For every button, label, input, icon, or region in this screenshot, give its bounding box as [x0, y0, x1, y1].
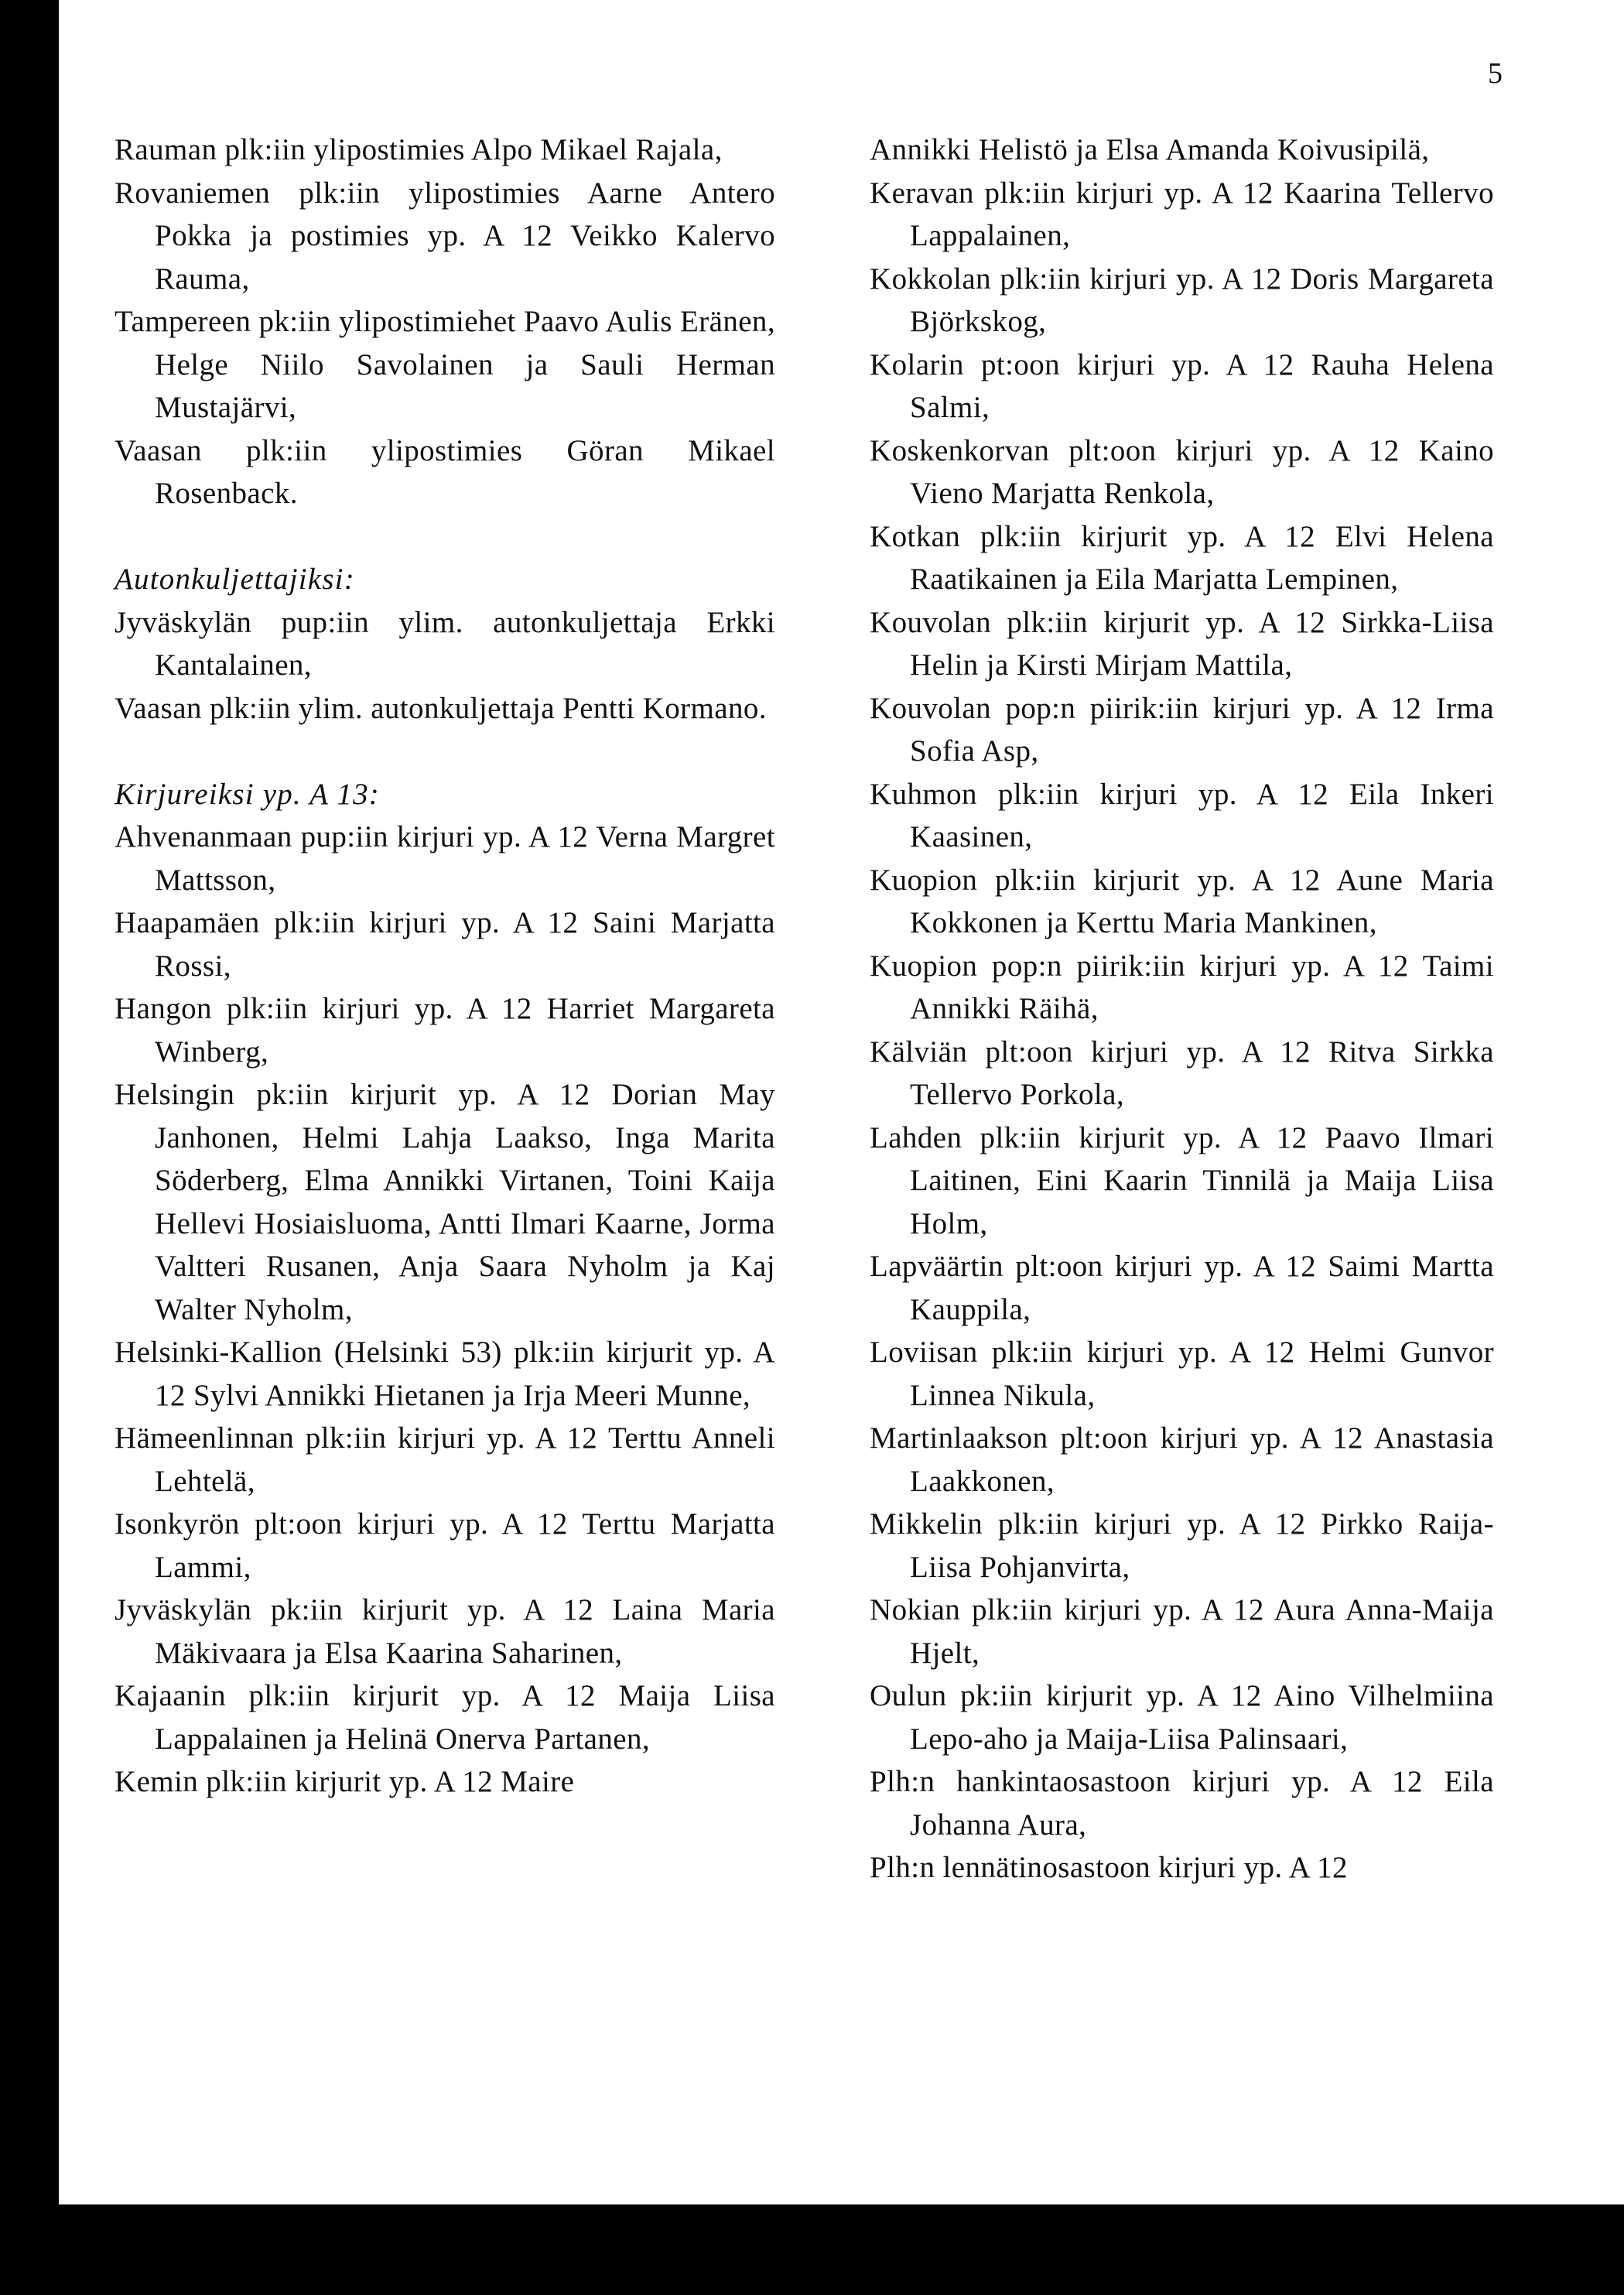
appointment-entry: Kolarin pt:oon kirjuri yp. A 12 Rauha Helena Salmi, [870, 347, 1494, 424]
right-column [870, 128, 1494, 1890]
appointment-entry: Haapamäen plk:iin kirjuri yp. A 12 Saini Marjatta Rossi, [115, 906, 775, 983]
appointment-entry: Kemin plk:iin kirjurit yp. A 12 Maire [115, 1765, 575, 1798]
appointment-entry: Martinlaakson plt:oon kirjuri yp. A 12 Anastasia Laakkonen, [870, 1421, 1494, 1498]
section-heading-clerks: Kirjureiksi yp. A 13: [115, 777, 380, 811]
appointment-entry: Kotkan plk:iin kirjurit yp. A 12 Elvi Helena Raatikainen ja Eila Marjatta Lempinen, [870, 519, 1494, 596]
appointment-entry: Mikkelin plk:iin kirjuri yp. A 12 Pirkko Raija-Liisa Pohjanvirta, [870, 1507, 1494, 1584]
appointment-entry: Keravan plk:iin kirjuri yp. A 12 Kaarina Tellervo Lappalainen, [870, 176, 1494, 252]
appointment-entry: Rauman plk:iin ylipostimies Alpo Mikael Rajala, [115, 133, 723, 166]
appointment-entry: Kuopion plk:iin kirjurit yp. A 12 Aune Maria Kokkonen ja Kerttu Maria Mankinen, [870, 863, 1494, 939]
appointment-entry: Jyväskylän pup:iin ylim. autonkuljettaja Erkki Kantalainen, [115, 605, 775, 682]
appointment-entry: Hangon plk:iin kirjuri yp. A 12 Harriet Margareta Winberg, [115, 992, 775, 1069]
appointment-entry: Hämeenlinnan plk:iin kirjuri yp. A 12 Terttu Anneli Lehtelä, [115, 1421, 775, 1498]
page-number: 5 [1488, 57, 1503, 90]
appointment-entry: Rovaniemen plk:iin ylipostimies Aarne Antero Pokka ja postimies yp. A 12 Veikko Kalervo Rauma, [115, 176, 775, 296]
appointment-entry: Kouvolan pop:n piirik:iin kirjuri yp. A 12 Irma Sofia Asp, [870, 691, 1494, 768]
appointment-entry: Plh:n hankintaosastoon kirjuri yp. A 12 Eila Johanna Aura, [870, 1765, 1494, 1842]
appointment-entry: Nokian plk:iin kirjuri yp. A 12 Aura Anna-Maija Hjelt, [870, 1593, 1494, 1670]
appointment-entry: Plh:n lennätinosastoon kirjuri yp. A 12 [870, 1851, 1348, 1884]
appointment-entry: Oulun pk:iin kirjurit yp. A 12 Aino Vilhelmiina Lepo-aho ja Maija-Liisa Palinsaari, [870, 1679, 1494, 1756]
appointment-entry-continued: Annikki Helistö ja Elsa Amanda Koivusipilä, [870, 133, 1430, 166]
appointment-entry: Tampereen pk:iin ylipostimiehet Paavo Aulis Eränen, Helge Niilo Savolainen ja Sauli Herman Mustajärvi, [115, 305, 775, 424]
appointment-entry: Kälviän plt:oon kirjuri yp. A 12 Ritva Sirkka Tellervo Porkola, [870, 1035, 1494, 1111]
appointment-entry: Lapväärtin plt:oon kirjuri yp. A 12 Saimi Martta Kauppila, [870, 1250, 1494, 1326]
appointment-entry: Kouvolan plk:iin kirjurit yp. A 12 Sirkka-Liisa Helin ja Kirsti Mirjam Mattila, [870, 605, 1494, 682]
scan-border-bottom [59, 2204, 1624, 2295]
appointment-entry: Lahden plk:iin kirjurit yp. A 12 Paavo Ilmari Laitinen, Eini Kaarin Tinnilä ja Maija Liisa Holm, [870, 1120, 1494, 1240]
appointment-entry: Helsinki-Kallion (Helsinki 53) plk:iin kirjurit yp. A 12 Sylvi Annikki Hietanen ja Irja Meeri Munne, [115, 1336, 775, 1412]
appointment-entry: Kuopion pop:n piirik:iin kirjuri yp. A 12 Taimi Annikki Räihä, [870, 949, 1494, 1025]
appointment-entry: Kokkolan plk:iin kirjuri yp. A 12 Doris Margareta Björkskog, [870, 262, 1494, 338]
appointment-entry: Kuhmon plk:iin kirjuri yp. A 12 Eila Inkeri Kaasinen, [870, 777, 1494, 853]
appointment-entry: Vaasan plk:iin ylipostimies Göran Mikael Rosenback. [115, 433, 775, 510]
appointment-entry: Jyväskylän pk:iin kirjurit yp. A 12 Laina Maria Mäkivaara ja Elsa Kaarina Saharinen, [115, 1593, 775, 1670]
left-column [115, 128, 775, 1804]
section-heading-drivers: Autonkuljettajiksi: [115, 563, 355, 596]
appointment-entry: Koskenkorvan plt:oon kirjuri yp. A 12 Kaino Vieno Marjatta Renkola, [870, 433, 1494, 510]
appointment-entry: Helsingin pk:iin kirjurit yp. A 12 Dorian May Janhonen, Helmi Lahja Laakso, Inga Marita Söderberg, Elma Annikki Virtanen, Toini Kaija Hellevi Hosiaisluoma, Antti Ilmari Kaarne, Jorma Valtteri Rusanen, Anja Saara Nyholm ja Kaj Walter Nyholm, [115, 1078, 775, 1326]
appointment-entry: Ahvenanmaan pup:iin kirjuri yp. A 12 Verna Margret Mattsson, [115, 820, 775, 897]
appointment-entry: Loviisan plk:iin kirjuri yp. A 12 Helmi Gunvor Linnea Nikula, [870, 1336, 1494, 1412]
appointment-entry: Vaasan plk:iin ylim. autonkuljettaja Pentti Kormano. [115, 691, 767, 725]
appointment-entry: Isonkyrön plt:oon kirjuri yp. A 12 Terttu Marjatta Lammi, [115, 1507, 775, 1584]
appointment-entry: Kajaanin plk:iin kirjurit yp. A 12 Maija Liisa Lappalainen ja Helinä Onerva Partanen, [115, 1679, 775, 1756]
